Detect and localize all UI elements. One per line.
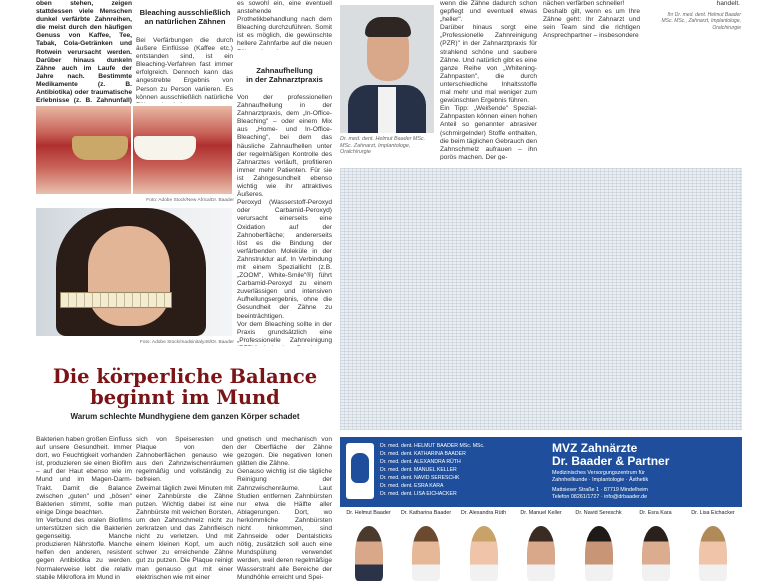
staff-name: Dr. Lisa Eichacker [691, 510, 735, 516]
article-text-col6: nächen verfärben schneller! Deshalb gilt, wenn es um Ihre Zähne geht: Ihr Zahnarzt und sein Team sind die richtigen Ansprechpartner – insbesondere [543, 0, 640, 40]
doctor-list-item: Dr. med. dent. ALEXANDRA RÜTH [380, 459, 461, 465]
doctor-list-item: Dr. med. dent. MANUEL KELLER [380, 467, 457, 473]
article-text-col3: Von der professionellen Zahnaufhellung in der Zahnarztpraxis, dem „In-Office-Bleaching" – oder einem Mix aus „Home- und In-Office-Bleaching", bei dem das häusliche Zahnaufhellen unter der regelmäßigen Kontrolle des Zahnarztes verläuft, profitieren immer mehr Patienten. Für sie ist Zahngesundheit ebenso wichtig wie ihr attraktives Äußeres. Peroxyd (Wasserstoff-Peroxyd oder Carbamid-Peroxyd) verursacht einerseits eine Oxidation auf der Zahnoberfläche; andererseits löst es die Bindung der verfärbenden Moleküle in der Zahnstruktur auf. In Verbindung mit einem Speziallicht (z.B. „ZOOM", White-Smile"®) führt Carbamid-Peroxyd zu einem zuverlässigen und intensiven Aufhellungsergebnis, ohne die Gesundheit der Zähne zu beeinträchtigen. Vor dem Bleaching sollte in der Praxis grundsätzlich eine „Professionelle Zahnreinigung [237, 94, 332, 344]
article-intro-col1: oben stehen, zeigen stattdessen viele Menschen dunkel verfärbte Zahnreihen, die meist durch den häufigen Genuss von Kaffee, Tee, Tabak, Cola-Getränken und Rotwein verursacht werden. Darüber hinaus dunkeln Zähne auch im Laufe der Jahre nach. Bestimmte Medikamente (z. B. Antibiotika) oder traumatische Erlebnisse (z. B. Zahnunfall) [36, 0, 132, 105]
article-bottom-col1: Bakterien haben großen Einfluss auf unsere Gesundheit. Immer dort, wo Feuchtigkeit vorhanden ist, produzieren sie einen Biofilm – auf der Haut ebenso wie im Mund und im Magen-Darm-Trakt. Damit die Balance zwischen „guten" und „bösen" Bakterien stimmt, sollte man einige Dinge beachten. Im Verbund des oralen Biofilms unterstützen sich die Bakterien gegenseitig. Manche produzieren Nährstoffe. Manche helfen den anderen, resistent gegen Antibiotika zu werden. Normalerweise lebt die relativ stabile Mikroflora im Mund in [36, 436, 132, 581]
staff-name: Dr. Alexandra Rüth [460, 510, 507, 516]
clinic-subtitle-line2: Zahnheilkunde · Implantologie · Ästhetik [552, 477, 649, 483]
doctor-list [380, 442, 530, 498]
staff-name: Dr. Esra Kara [639, 510, 672, 516]
staff-photo [355, 526, 383, 581]
clinic-phone: Telefon 08261/1727 · info@drbaader.de [552, 494, 648, 500]
staff-name: Dr. Navid Sereschk [575, 510, 622, 516]
author-signature-caption: Ihr Dr. med. dent. Helmut Baader MSc. MSc., Zahnarzt, Implantologe, Oralchirurgie [661, 12, 741, 31]
clinic-name-line1: MVZ Zahnärzte [552, 441, 638, 455]
article-bottom-col3: gnetisch und mechanisch von der Oberfläche der Zähne gezogen. Die negativen Ionen glätten die Zähne. Genauso wichtig ist die tägliche Reinigung der Zahnzwischenräume. Laut Studien entfernen Zahnbürsten nur etwa die Hälfte aller Ablagerungen. Dort, wo herkömmliche Zahnbürsten nicht hinkommen, sind Zahnseide oder Dentalsticks nötig, zusätzlich soll auch eine Mundspülung verwendet werden, weil deren regelmäßige Wasserstrahl alle Bereiche der Mundhöhle erreicht und Spei- [237, 436, 332, 581]
blank-ad-space [340, 168, 742, 430]
staff-name: Dr. Katharina Baader [400, 510, 452, 516]
photo-credit-2: Foto: Adobe Stock/madsinitaly46/Dr. Baader [139, 340, 234, 345]
staff-photo [470, 526, 498, 581]
doctor-list-item: Dr. med. dent. LISA EICHACKER [380, 491, 457, 497]
staff-strip [340, 508, 742, 581]
woman-shade-guide-photo [36, 208, 232, 336]
staff-photo [699, 526, 727, 581]
photo-credit-1: Foto: Adobe Stock/New Africa/Dr. Baader [146, 198, 234, 203]
doctor-list-item: Dr. med. dent. KATHARINA BAADER [380, 451, 466, 457]
staff-photo [527, 526, 555, 581]
article-text-col5: wenn die Zähne dadurch schon gepflegt und eventuell etwas „heller". Darüber hinaus sorgt eine „Professionelle Zahnreinigung (PZR)" in der Zahnarztpraxis für strahlend schöne und saubere Zähne. Und natürlich gibt es eine ganze Reihe von „Whitening-Zahnpasten", die durch unterschiedliche Inhaltsstoffe mal mehr und mal weniger zum gewünschten Ergebnis führen. Ein Tipp: „Weißende" Spezial-Zahnpasten können einen hohen Anteil so genannter abrasiver (schmirgelnder) Stoffe enthalten, die beim täglichen Gebrauch den Zahnschmelz aufrauen – ihn porös machen. Der ge- [440, 0, 537, 160]
clinic-advertisement [340, 437, 742, 507]
clinic-address: Mattsieser Straße 1 · 87719 Mindelheim [552, 487, 648, 493]
article-text-col7: handelt. [716, 0, 740, 7]
article-bottom-col2: sich von Speiseresten und Plaque von den Zahnoberflächen genauso wie aus den Zahnzwischenräumen regelmäßig und vollständig zu befreien. Zweimal täglich zwei Minuten mit einer Zahnbürste die Zähne putzen. Wichtig dabei ist eine Zahnbürste mit weichen Borsten, um den Zahnschmelz nicht zu zerkratzen und das Zahnfleisch nicht zu verletzen. Und mit einem kleinen Kopf, um auch schwer zu erreichende Zähne gut zu putzen. Die Plaque reinigt man genauso gut mit einer elektrischen wie mit einer [136, 436, 233, 581]
article-text-col3-top: es sowohl ein, eine eventuell anstehende Prothetikbehandlung nach dem Bleaching durchzuführen. Somit ist es möglich, die gewünschte hellere Zahnfarbe auf die neuen [237, 0, 332, 48]
staff-photo [585, 526, 613, 581]
doctor-list-item: Dr. med. dent. ESRA KARA [380, 483, 444, 489]
subheading-bleaching: Bleaching ausschließlich an natürlichen Zähnen [139, 8, 231, 26]
portrait-caption: Dr. med. dent. Helmut Baader MSc. MSc. Zahnarzt, Implantologe, Oralchirurgie [340, 136, 426, 156]
doctor-list-item: Dr. med. dent. HELMUT BAADER MSc. MSc. [380, 443, 485, 449]
staff-name: Dr. Helmut Baader [346, 510, 391, 516]
tooth-icon [351, 453, 369, 483]
doctor-portrait-photo [340, 5, 434, 133]
article-subheadline: Warum schlechte Mundhygiene dem ganzen Körper schadet [70, 412, 300, 421]
article-text-col2: Bei Verfärbungen die durch äußere Einflüsse (Kaffee etc.) entstanden sind, ist ein Bleaching-Verfahren fast immer erfolgreich. Dennoch kann das angestrebte Ergebnis von Person zu Person variieren. Es können ausschließlich natürliche [136, 37, 233, 101]
smile-comparison-photo [36, 106, 232, 194]
staff-name: Dr. Manuel Keller [520, 510, 562, 516]
staff-photo [642, 526, 670, 581]
doctor-list-item: Dr. med. dent. NAVID SERESCHK [380, 475, 460, 481]
subheading-zahnaufhellung: Zahnaufhellung in der Zahnarztpraxis [246, 66, 323, 84]
tooth-logo [346, 443, 374, 499]
staff-photo [412, 526, 440, 581]
clinic-name-line2: Dr. Baader & Partner [552, 454, 670, 468]
clinic-subtitle-line1: Medizinisches Versorgungszentrum für [552, 470, 645, 476]
article-headline: Die körperliche Balance beginnt im Mund [52, 365, 318, 409]
